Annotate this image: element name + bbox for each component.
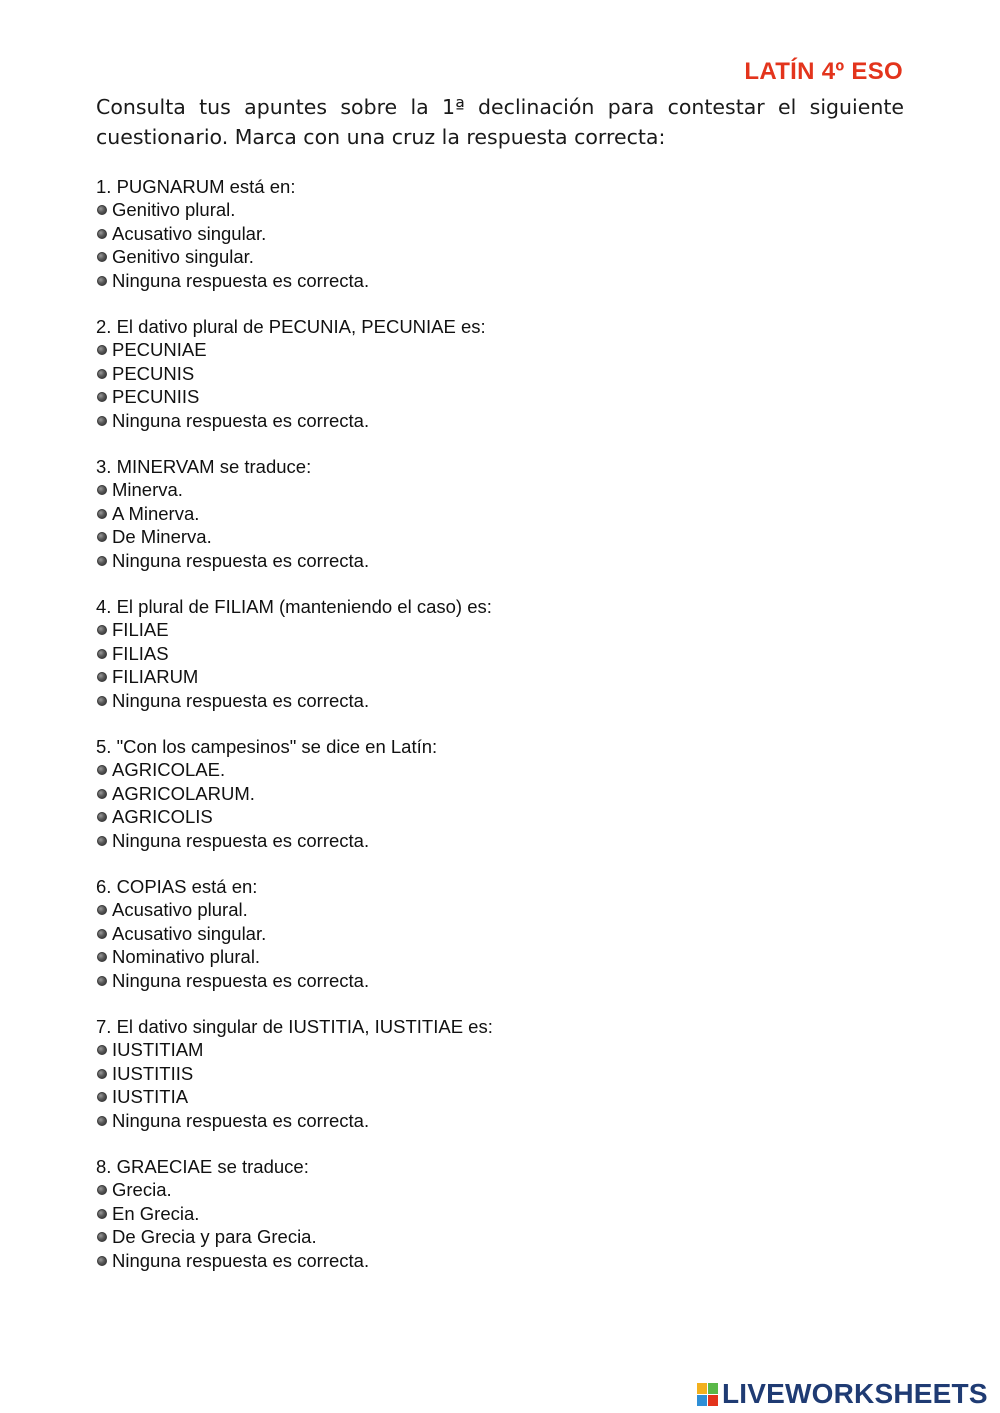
radio-button-icon[interactable] xyxy=(97,252,107,262)
answer-option[interactable] xyxy=(96,899,856,923)
radio-button-icon[interactable] xyxy=(97,345,107,355)
answer-label: Acusativo singular. xyxy=(112,222,267,244)
answer-label: Ninguna respuesta es correcta. xyxy=(112,829,370,851)
answer-label: FILIARUM xyxy=(112,666,199,688)
answer-option[interactable] xyxy=(96,1086,856,1110)
answer-option[interactable] xyxy=(96,246,856,270)
radio-button-icon[interactable] xyxy=(97,929,107,939)
answer-option[interactable] xyxy=(96,1202,856,1226)
radio-button-icon[interactable] xyxy=(97,1045,107,1055)
radio-button-icon[interactable] xyxy=(97,416,107,426)
answer-label: Genitivo singular. xyxy=(112,246,254,268)
answer-label: Ninguna respuesta es correcta. xyxy=(112,1249,370,1271)
answer-option[interactable] xyxy=(96,782,856,806)
answer-label: FILIAS xyxy=(112,642,169,664)
answer-label: Nominativo plural. xyxy=(112,946,261,968)
radio-button-icon[interactable] xyxy=(97,1092,107,1102)
radio-button-icon[interactable] xyxy=(97,276,107,286)
answer-label: A Minerva. xyxy=(112,502,200,524)
answer-option[interactable] xyxy=(96,222,856,246)
answer-option[interactable] xyxy=(96,362,856,386)
answer-label: PECUNIAE xyxy=(112,339,207,361)
radio-button-icon[interactable] xyxy=(97,556,107,566)
answer-label: Ninguna respuesta es correcta. xyxy=(112,969,370,991)
radio-button-icon[interactable] xyxy=(97,509,107,519)
answer-label: PECUNIS xyxy=(112,362,195,384)
answer-label: AGRICOLAE. xyxy=(112,759,226,781)
radio-button-icon[interactable] xyxy=(97,905,107,915)
instructions: Consulta tus apuntes sobre la 1ª declinación para contestar el siguiente cuestionario. Marca con una cruz la respuesta correcta: xyxy=(96,95,904,149)
answer-option[interactable] xyxy=(96,806,856,830)
answer-option[interactable] xyxy=(96,549,856,573)
answer-option[interactable] xyxy=(96,969,856,993)
question-text: 1. PUGNARUM está en: xyxy=(96,176,296,197)
radio-button-icon[interactable] xyxy=(97,765,107,775)
answer-option[interactable] xyxy=(96,386,856,410)
answer-label: Minerva. xyxy=(112,479,183,501)
answer-option[interactable] xyxy=(96,946,856,970)
answer-label: Ninguna respuesta es correcta. xyxy=(112,549,370,571)
radio-button-icon[interactable] xyxy=(97,485,107,495)
question-7 xyxy=(96,1015,856,1133)
logo-text: LIVEWORKSHEETS xyxy=(722,1378,988,1409)
answer-label: IUSTITIA xyxy=(112,1086,189,1108)
answer-option[interactable] xyxy=(96,759,856,783)
answer-label: De Grecia y para Grecia. xyxy=(112,1226,317,1248)
radio-button-icon[interactable] xyxy=(97,812,107,822)
question-8 xyxy=(96,1155,856,1273)
answer-label: Ninguna respuesta es correcta. xyxy=(112,409,370,431)
question-5 xyxy=(96,735,856,853)
liveworksheets-logo xyxy=(697,1378,988,1410)
answer-option[interactable] xyxy=(96,269,856,293)
question-text: 2. El dativo plural de PECUNIA, PECUNIAE es: xyxy=(96,316,486,337)
answer-label: Genitivo plural. xyxy=(112,199,236,221)
answer-label: AGRICOLIS xyxy=(112,806,213,828)
radio-button-icon[interactable] xyxy=(97,625,107,635)
radio-button-icon[interactable] xyxy=(97,976,107,986)
radio-button-icon[interactable] xyxy=(97,229,107,239)
question-text: 7. El dativo singular de IUSTITIA, IUSTITIAE es: xyxy=(96,1016,493,1037)
radio-button-icon[interactable] xyxy=(97,1256,107,1266)
answer-option[interactable] xyxy=(96,619,856,643)
answer-label: Acusativo singular. xyxy=(112,922,267,944)
radio-button-icon[interactable] xyxy=(97,696,107,706)
radio-button-icon[interactable] xyxy=(97,1069,107,1079)
answer-label: Acusativo plural. xyxy=(112,899,248,921)
question-text: 4. El plural de FILIAM (manteniendo el caso) es: xyxy=(96,596,492,617)
answer-label: AGRICOLARUM. xyxy=(112,782,255,804)
liveworksheets-logo-icon xyxy=(697,1383,718,1406)
answer-option[interactable] xyxy=(96,922,856,946)
question-4 xyxy=(96,595,856,713)
answer-option[interactable] xyxy=(96,1062,856,1086)
radio-button-icon[interactable] xyxy=(97,789,107,799)
radio-button-icon[interactable] xyxy=(97,532,107,542)
radio-button-icon[interactable] xyxy=(97,952,107,962)
answer-label: Ninguna respuesta es correcta. xyxy=(112,269,370,291)
radio-button-icon[interactable] xyxy=(97,649,107,659)
radio-button-icon[interactable] xyxy=(97,369,107,379)
radio-button-icon[interactable] xyxy=(97,672,107,682)
answer-option[interactable] xyxy=(96,689,856,713)
answer-option[interactable] xyxy=(96,666,856,690)
answer-label: Ninguna respuesta es correcta. xyxy=(112,689,370,711)
question-2 xyxy=(96,315,856,433)
radio-button-icon[interactable] xyxy=(97,1185,107,1195)
page-title: LATÍN 4º ESO xyxy=(744,58,903,85)
answer-option[interactable] xyxy=(96,479,856,503)
question-text: 6. COPIAS está en: xyxy=(96,876,258,897)
answer-option[interactable] xyxy=(96,1039,856,1063)
answer-option[interactable] xyxy=(96,199,856,223)
radio-button-icon[interactable] xyxy=(97,205,107,215)
answer-option[interactable] xyxy=(96,642,856,666)
answer-label: IUSTITIAM xyxy=(112,1039,204,1061)
answer-option[interactable] xyxy=(96,339,856,363)
question-text: 3. MINERVAM se traduce: xyxy=(96,456,312,477)
answer-option[interactable] xyxy=(96,829,856,853)
answer-option[interactable] xyxy=(96,1249,856,1273)
answer-option[interactable] xyxy=(96,1179,856,1203)
radio-button-icon[interactable] xyxy=(97,836,107,846)
question-text: 8. GRAECIAE se traduce: xyxy=(96,1156,309,1177)
answer-label: De Minerva. xyxy=(112,526,212,548)
radio-button-icon[interactable] xyxy=(97,392,107,402)
answer-label: PECUNIIS xyxy=(112,386,200,408)
answer-label: En Grecia. xyxy=(112,1202,200,1224)
question-list xyxy=(96,175,856,1295)
question-3 xyxy=(96,455,856,573)
question-1 xyxy=(96,175,856,293)
question-text: 5. "Con los campesinos" se dice en Latín: xyxy=(96,736,438,757)
answer-label: FILIAE xyxy=(112,619,169,641)
answer-option[interactable] xyxy=(96,1109,856,1133)
answer-option[interactable] xyxy=(96,1226,856,1250)
answer-option[interactable] xyxy=(96,526,856,550)
radio-button-icon[interactable] xyxy=(97,1232,107,1242)
radio-button-icon[interactable] xyxy=(97,1209,107,1219)
answer-label: Grecia. xyxy=(112,1179,172,1201)
answer-option[interactable] xyxy=(96,502,856,526)
answer-label: Ninguna respuesta es correcta. xyxy=(112,1109,370,1131)
radio-button-icon[interactable] xyxy=(97,1116,107,1126)
answer-label: IUSTITIIS xyxy=(112,1062,194,1084)
answer-option[interactable] xyxy=(96,409,856,433)
question-6 xyxy=(96,875,856,993)
